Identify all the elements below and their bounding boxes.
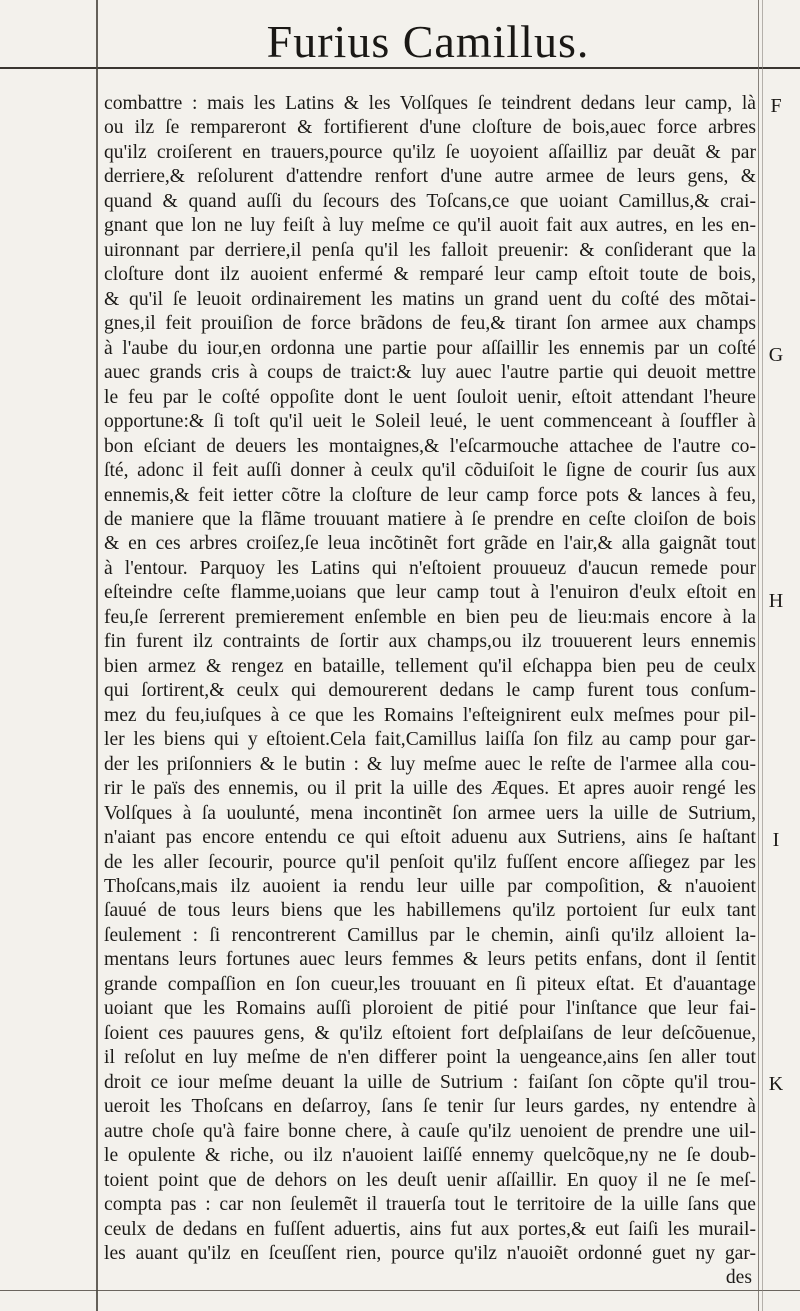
text-line: uoiant que les Romains auſſi ploroient de pitié pour l'inſtance que leur fai- [104, 998, 756, 1020]
text-line: de les aller ſecourir, pource qu'il penſoit qu'ilz fuſſent encore aſſiegez par les [104, 851, 756, 873]
text-line: der les priſonniers & le butin : & luy meſme auec le reſte de l'armee alla cou- [104, 753, 756, 775]
text-line: bien armez & rengez en bataille, tellement qu'il eſchappa bien peu de ceulx [104, 655, 756, 677]
text-line: ou ilz ſe rempareront & fortifierent d'une cloſture de bois,auec force arbres [104, 117, 756, 139]
text-line: ſeulement : ſi rencontrerent Camillus par le chemin, ainſi qu'ilz alloient la- [104, 924, 756, 946]
text-line: mez du feu,iuſques à ce que les Romains l'eſteignirent eulx meſmes pour pil- [104, 704, 756, 726]
marginal-letter-i: I [772, 829, 780, 851]
right-margin-rule [758, 0, 759, 1311]
catchword: des [725, 1267, 752, 1288]
text-line: les auant qu'ilz en ſceuſſent rien, pource qu'ilz n'auoiẽt ordonné guet ny gar- [104, 1243, 756, 1265]
text-line: ceulx de dedans en fuſſent aduertis, ains fut aux portes,& eut ſaiſi les murail- [104, 1218, 756, 1240]
text-line: le feu par le coſté oppoſite dont le uent ſouloit uenir, eſtoit attendant l'heure [104, 386, 756, 408]
text-line: gnes,il feit prouiſion de force brãdons de feu,& tirant ſon armee aux champs [104, 313, 756, 335]
marginal-letter-k: K [768, 1073, 784, 1095]
text-line: grande compaſſion en ſon cueur,les trouuant en ſi piteux eſtat. Et d'auantage [104, 973, 756, 995]
text-line: cloſture dont ilz auoient enfermé & remparé leur camp eſtoit toute de bois, [104, 264, 756, 286]
text-line: eſteindre ceſte flamme,uoians que leur camp tout à l'enuiron d'eulx eſtoit en [104, 582, 756, 604]
text-line: uironnant par derriere,il penſa qu'il les falloit preuenir: & conſiderant que la [104, 239, 756, 261]
text-line: ſauué de tous leurs biens que les habillemens qu'ilz portoient ſur eulx tant [104, 900, 756, 922]
text-line: ennemis,& feit ietter cõtre la cloſture de leur camp force pots & lances à feu, [104, 484, 756, 506]
text-line: combattre : mais les Latins & les Volſques ſe teindrent dedans leur camp, là [104, 93, 756, 114]
text-line: de maniere que la flãme trouuant matiere à ſe prendre en ceſte cloiſon de bois [104, 508, 756, 530]
text-line: auec grands cris à coups de traict:& luy auec l'autre partie qui deuoit mettre [104, 362, 756, 384]
text-line: opportune:& ſi toſt qu'il ueit le Soleil leué, le uent commenceant à ſouffler à [104, 411, 756, 433]
text-line: gnant que lon ne luy feiſt à luy meſme ce qu'il auoit fait aux autres, en les en- [104, 215, 756, 237]
running-title: Furius Camillus. [266, 16, 590, 67]
marginal-letter-h: H [768, 590, 784, 612]
text-line: quand & quand auſſi du ſecours des Toſcans,ce que uoiant Camillus,& crai- [104, 190, 756, 212]
footer-rule [0, 1290, 800, 1291]
text-line: à l'entour. Parquoy les Latins qui n'eſtoient prouueuz d'aucun remede pour [104, 557, 756, 579]
text-line: ſté, adonc il feit auſſi donner à ceulx qu'il cõduiſoit le ſigne de courir ſus aux [104, 460, 756, 482]
text-line: ſoient ces pauures gens, & qu'ilz eſtoient fort deſplaiſans de leur deſcõuenue, [104, 1022, 756, 1044]
text-line: à l'aube du iour,en ordonna une partie pour aſſaillir les ennemis par un coſté [104, 337, 756, 359]
text-line: ler les biens qui y eſtoient.Cela fait,Camillus laiſſa ſon filz au camp pour gar- [104, 729, 756, 751]
text-line: derriere,& reſolurent d'attendre renfort d'une autre armee de leurs gens, & [104, 166, 756, 188]
left-margin-rule [96, 0, 98, 1311]
text-line: il reſolut en luy meſme de n'en differer point la uengeance,ains ſen aller tout [104, 1047, 756, 1069]
text-line: bon eſciant de deuers les montaignes,& l'eſcarmouche attachee de l'autre co- [104, 435, 756, 457]
text-line: Thoſcans,mais ilz auoient ia rendu leur uille par compoſition, & n'auoient [104, 876, 756, 897]
body-text [104, 92, 756, 1267]
text-line: autre choſe qu'à faire bonne chere, à cauſe qu'ilz uenoient de prendre une uil- [104, 1120, 756, 1142]
text-line: qu'ilz croiſerent en trauers,pource qu'ilz ſe uoyoient aſſailliz par deuãt & par [104, 141, 756, 163]
text-line: toient point que de dehors on les deuſt uenir aſſaillir. En quoy il ne ſe meſ- [104, 1169, 756, 1191]
text-line: qui ſortirent,& ceulx qui demourerent dedans le camp furent tous conſum- [104, 680, 756, 702]
right-margin-rule-outer [762, 0, 763, 1311]
marginal-letter-f: F [770, 95, 782, 117]
text-line: feu,ſe ſerrerent premierement enſemble en bien peu de lieu:mais encore à la [104, 606, 756, 628]
text-line: Volſques à ſa uoulunté, mena incontinẽt ſon armee uers la uille de Sutrium, [104, 802, 756, 824]
marginal-letter-g: G [768, 344, 784, 366]
text-line: compta pas : car non ſeulemẽt il trauerſa tout le territoire de la uille ſans que [104, 1194, 756, 1216]
text-line: n'aiant pas encore entendu ce qui eſtoit aduenu aux Sutriens, ains ſe haſtant [104, 827, 756, 849]
text-line: & qu'il ſe leuoit ordinairement les matins un grand uent du coſté des mõtai- [104, 288, 756, 310]
text-line: ueroit les Thoſcans en deſarroy, ſans ſe tenir ſur leurs gardes, ny entendre à [104, 1096, 756, 1118]
text-line: mentans leurs fortunes auec leurs femmes & leurs petits enfans, dont il ſentit [104, 949, 756, 971]
text-line: le opulente & riche, ou ilz n'auoient laiſſé ennemy quelcõque,ny ne ſe doub- [104, 1145, 756, 1167]
text-line: rir le païs des ennemis, ou il prit la uille des Æques. Et apres auoir rengé les [104, 778, 756, 800]
text-line: fin furent ilz contraints de ſortir aux champs,ou ilz trouuerent leurs ennemis [104, 631, 756, 653]
text-line: & en ces arbres croiſez,ſe leua incõtinẽt fort grãde en l'air,& alla gaignãt tout [104, 533, 756, 555]
text-line: droit ce iour meſme deuant la uille de Sutrium : faiſant ſon cõpte qu'il trou- [104, 1071, 756, 1093]
